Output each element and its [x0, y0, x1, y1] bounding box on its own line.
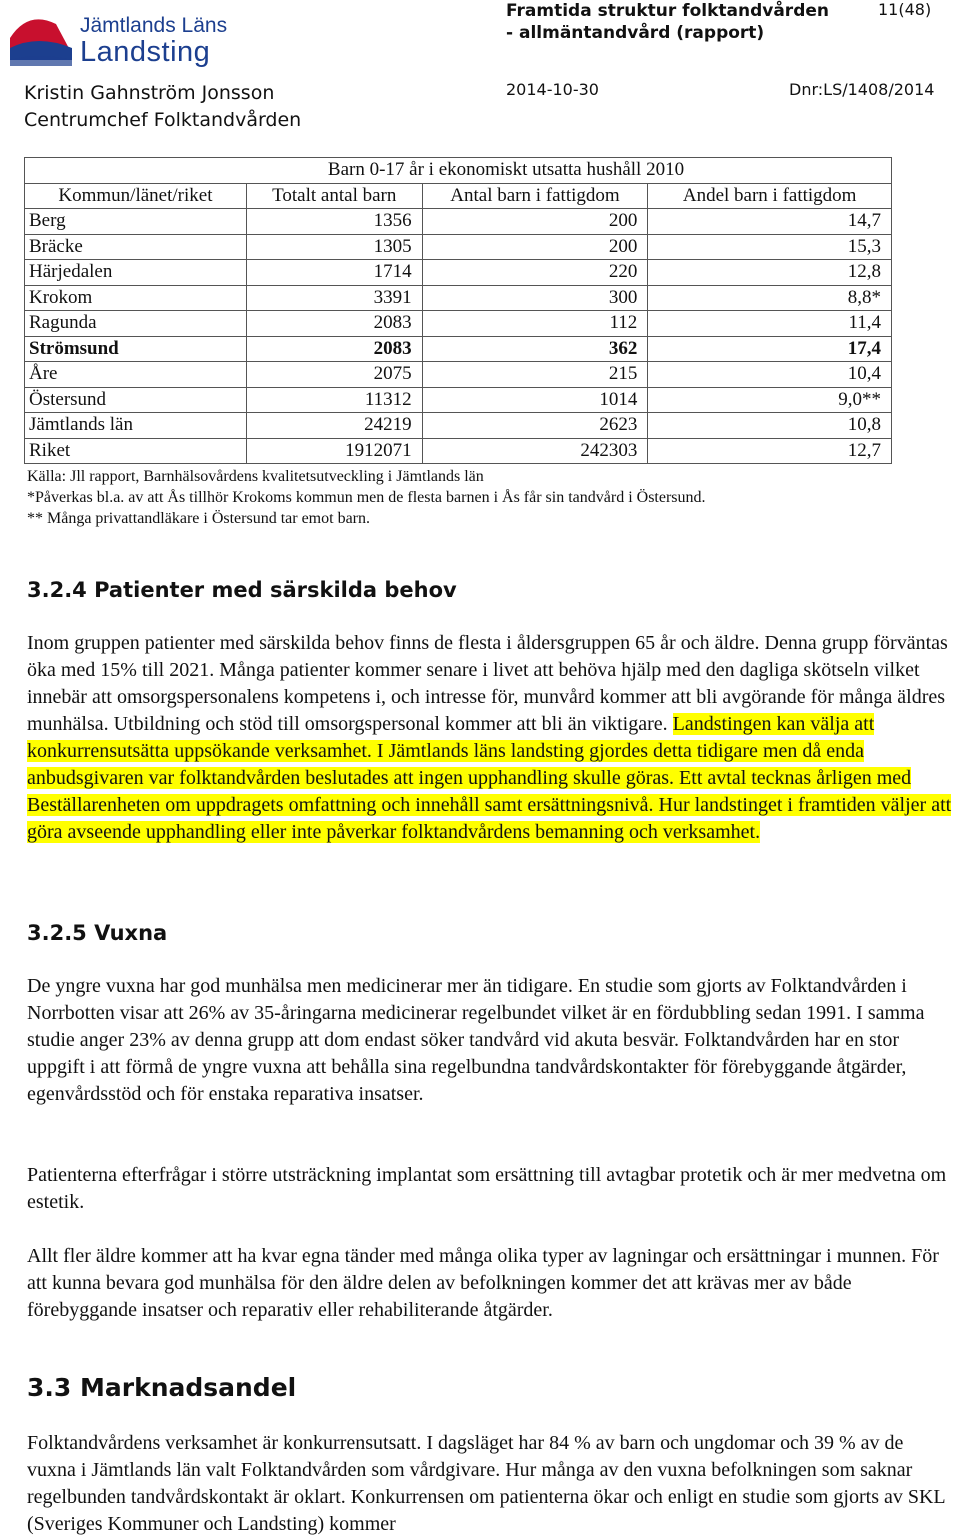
- document-reference: Dnr:LS/1408/2014: [789, 80, 935, 99]
- table-cell: Strömsund: [25, 336, 247, 362]
- table-cell: Krokom: [25, 285, 247, 311]
- table-cell: Berg: [25, 209, 247, 235]
- table-cell: 215: [422, 362, 648, 388]
- table-row: [25, 336, 892, 362]
- section-heading-3-2-4: 3.2.4 Patienter med särskilda behov: [27, 578, 457, 602]
- table-caption-row: [25, 158, 892, 184]
- table-notes: [27, 466, 706, 529]
- table-row: [25, 234, 892, 260]
- table-cell: Östersund: [25, 387, 247, 413]
- logo-line-2: Landsting: [80, 36, 211, 68]
- author-role: Centrumchef Folktandvården: [24, 109, 302, 131]
- table-cell: 242303: [422, 438, 648, 464]
- section-3-2-4-text: [27, 630, 955, 846]
- column-header: Andel barn i fattigdom: [648, 183, 892, 209]
- highlighted-text: Landstingen kan välja att konkurrensutsätta uppsökande verksamhet. I Jämtlands läns landsting gjordes detta tidigare men då enda anbudsgivaren var folktandvården beslutades att ingen upphandling skulle göras. Ett avtal tecknas årligen med Beställarenheten om uppdragets omfattning och innehåll samt ersättningsnivå.: [27, 713, 912, 816]
- table-cell: 1714: [246, 260, 422, 286]
- paragraph-text: Allt fler äldre kommer att ha kvar egna tänder med många olika typer av lagningar och ersättningar i munnen. För att kunna bevara god munhälsa för den äldre delen av befolkningen kommer det att krävas mer av både förebyggande insatser och reparativ eller rehabiliterande åtgärder.: [27, 1245, 939, 1321]
- table-cell: Åre: [25, 362, 247, 388]
- table-cell: Bräcke: [25, 234, 247, 260]
- table-cell: Riket: [25, 438, 247, 464]
- table-row: [25, 413, 892, 439]
- table-cell: 12,7: [648, 438, 892, 464]
- table-cell: 220: [422, 260, 648, 286]
- table-cell: 200: [422, 234, 648, 260]
- table-row: [25, 311, 892, 337]
- table-cell: 10,4: [648, 362, 892, 388]
- table-row: [25, 285, 892, 311]
- table-cell: 2623: [422, 413, 648, 439]
- poverty-table: [24, 157, 892, 464]
- table-cell: 17,4: [648, 336, 892, 362]
- table-row: [25, 260, 892, 286]
- table-cell: 1912071: [246, 438, 422, 464]
- table-cell: 112: [422, 311, 648, 337]
- table-cell: 8,8*: [648, 285, 892, 311]
- table-cell: 14,7: [648, 209, 892, 235]
- table-cell: 9,0**: [648, 387, 892, 413]
- table-cell: 2083: [246, 311, 422, 337]
- table-cell: 12,8: [648, 260, 892, 286]
- table-cell: 11,4: [648, 311, 892, 337]
- table-cell: 362: [422, 336, 648, 362]
- table-cell: 2075: [246, 362, 422, 388]
- table-row: [25, 209, 892, 235]
- column-header: Antal barn i fattigdom: [422, 183, 648, 209]
- table-caption: Barn 0-17 år i ekonomiskt utsatta hushåll 2010: [25, 158, 892, 184]
- table-cell: 15,3: [648, 234, 892, 260]
- section-heading-3-3: 3.3 Marknadsandel: [27, 1373, 297, 1402]
- table-row: [25, 362, 892, 388]
- table-cell: 1305: [246, 234, 422, 260]
- paragraph-text: De yngre vuxna har god munhälsa men medicinerar mer än tidigare. En studie som gjorts av Folktandvården i Norrbotten visar att 26% av 35-åringarna medicinerar regelbundet vilket är en fördubbling sedan 1991. I samma studie anger 23% av denna grupp att dom endast söker tandvård vid akuta besvär. Folktandvården har en stor uppgift i att förmå de yngre vuxna att behålla sina regelbundna tandvårdskontakter för förebyggande åtgärder, egenvårdsstöd och för enstaka reparativa insatser.: [27, 975, 925, 1105]
- highlighted-text: Hur landstinget i framtiden väljer att göra avseende upphandling eller inte påverkar folktandvårdens bemanning och verksamhet.: [27, 794, 952, 843]
- document-title: Framtida struktur folktandvården - allmäntandvård (rapport): [506, 1, 829, 43]
- paragraph-text: Folktandvårdens verksamhet är konkurrensutsatt. I dagsläget har 84 % av barn och ungdomar och 39 % av de vuxna i Jämtlands län valt Folktandvården som vårdgivare. Hur många av den vuxna befolkningen som saknar regelbunden tandvårdskontakt är oklart. Konkurrensen om patienterna ökar och enligt en studie som gjorts av SKL (Sveriges Kommuner och Landsting) kommer: [27, 1432, 945, 1535]
- table-cell: Ragunda: [25, 311, 247, 337]
- table-source-note: Källa: Jll rapport, Barnhälsovårdens kvalitetsutveckling i Jämtlands län: [27, 468, 484, 485]
- table-cell: 2083: [246, 336, 422, 362]
- table-cell: 1356: [246, 209, 422, 235]
- paragraph-text: Inom gruppen patienter med särskilda behov finns de flesta i åldersgruppen 65 år och äldre. Denna grupp förväntas öka med 15% till 2021. Många patienter kommer senare i livet att behöva hjälp med den dagliga skötseln vilket innebär att omsorgspersonalens kompetens i, och intresse för, munvård kommer att bli avgörande för många äldres munhälsa. Utbildning och stöd till omsorgspersonal kommer att bli än viktigare.: [27, 632, 948, 735]
- table-cell: 11312: [246, 387, 422, 413]
- table-cell: 3391: [246, 285, 422, 311]
- table-cell: 200: [422, 209, 648, 235]
- paragraph-text: Patienterna efterfrågar i större utsträckning implantat som ersättning till avtagbar protetik och är mer medvetna om estetik.: [27, 1164, 947, 1213]
- document-date: 2014-10-30: [506, 80, 599, 99]
- table-cell: Härjedalen: [25, 260, 247, 286]
- table-row: [25, 438, 892, 464]
- page-number: 11(48): [878, 0, 932, 19]
- column-header: Kommun/länet/riket: [25, 183, 247, 209]
- table-cell: 24219: [246, 413, 422, 439]
- table-footnote: *Påverkas bl.a. av att Ås tillhör Krokoms kommun men de flesta barnen i Ås får sin tandvård i Östersund.: [27, 489, 706, 506]
- table-cell: 300: [422, 285, 648, 311]
- author-name: Kristin Gahnström Jonsson: [24, 82, 275, 104]
- table-cell: Jämtlands län: [25, 413, 247, 439]
- section-heading-3-2-5: 3.2.5 Vuxna: [27, 921, 168, 945]
- author-block: [24, 80, 301, 134]
- table-header-row: [25, 183, 892, 209]
- table-cell: 1014: [422, 387, 648, 413]
- column-header: Totalt antal barn: [246, 183, 422, 209]
- table-cell: 10,8: [648, 413, 892, 439]
- table-row: [25, 387, 892, 413]
- table-footnote: ** Många privattandläkare i Östersund tar emot barn.: [27, 510, 370, 527]
- logo-line-1: Jämtlands Läns: [80, 14, 228, 37]
